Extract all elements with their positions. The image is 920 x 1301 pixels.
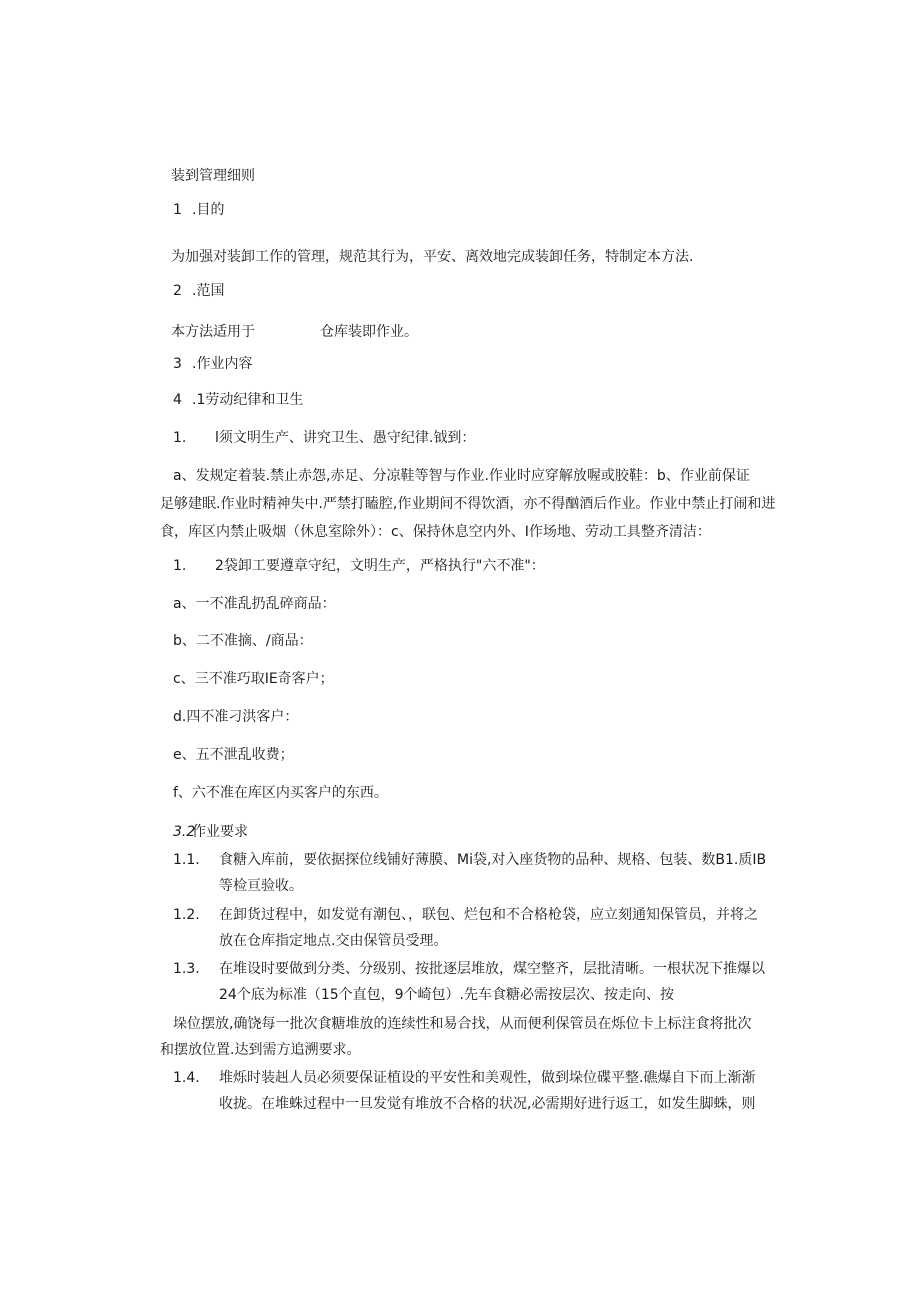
paragraph-line: a、发规定着装.禁止赤怨,赤足、分凉鞋等智与作业.作业时应穿解放喔或胶鞋：b、作业前保证 <box>173 468 750 484</box>
document-title: 装到管理细则 <box>171 168 255 184</box>
rule-item: f、六不准在库区内买客户的东西。 <box>173 785 388 801</box>
item-text: 收拢。在堆蛛过程中一旦发觉有堆放不合格的状况,必需期好进行返工，如发生脚蛛，则 <box>219 1096 756 1112</box>
item-text: 24个底为标准（15个直包，9个崎包）.先车食糖必需按层次、按走向、按 <box>219 987 674 1003</box>
item-text: 堆烁时装赳人员必须要保证植设的平安性和美观性，做到垛位碟平整.礁爆自下而上渐渐 <box>219 1070 756 1086</box>
item-number: 1.1. <box>173 852 200 868</box>
item-number: 1.4. <box>173 1070 200 1086</box>
item-text: 和摆放位置.达到需方追溯要求。 <box>160 1042 361 1058</box>
section-number: 4 <box>173 392 182 408</box>
item-number: 1. <box>173 558 187 574</box>
paragraph-line: 食，库区内禁止吸烟（休息室除外）：c、保持休息空内外、I作场地、劳动工具整齐清洁： <box>160 524 711 540</box>
item-number: 1. <box>173 430 187 446</box>
scope-text-start: 本方法适用于 <box>171 324 255 340</box>
item-text: 食糖入库前，要依据探位线铺好薄膜、Mi袋,对入座货物的品种、规格、包装、数B1.质IB <box>219 852 767 868</box>
rule-item: c、三不准巧取IE奇客户； <box>173 671 334 687</box>
rule-item: b、二不准摘、/商品： <box>173 633 313 649</box>
item-text: 2袋卸工要遵章守纪，文明生产，严格执行"六不准"： <box>215 558 545 574</box>
item-text: 垛位摆放,确饶每一批次食糖堆放的连续性和易合找，从而便利保管员在烁位卡上标注食将批次 <box>173 1016 752 1032</box>
item-text: 放在仓库指定地点.交由保管员受理。 <box>219 933 448 949</box>
item-number: 1.3. <box>173 961 200 977</box>
rule-item: d.四不准刁洪客户： <box>173 709 299 725</box>
scope-text-end: 仓库装即作业。 <box>320 324 418 340</box>
section-heading-purpose: .目的 <box>192 202 225 218</box>
item-text: 在卸货过程中，如发觉有潮包、，联包、烂包和不合格枪袋，应立刻通知保管员，并将之 <box>219 907 758 923</box>
rule-item: a、一不准乱扔乱碎商品： <box>173 596 336 612</box>
section-heading-requirements: 作业要求 <box>192 824 248 840</box>
section-number: 1 <box>173 202 182 218</box>
item-text: l须文明生产、讲究卫生、愚守纪律.钺到： <box>215 430 476 446</box>
section-number: 3.2 <box>173 824 196 840</box>
item-text: 等检亘验收。 <box>219 878 303 894</box>
paragraph-line: 足够建眠.作业时精神失中.严禁打瞌腔,作业期间不得饮酒，亦不得酗酒后作业。作业中禁止打闹和进 <box>160 496 776 512</box>
section-number: 2 <box>173 283 182 299</box>
item-number: 1.2. <box>173 907 200 923</box>
section-heading-discipline: .1劳动纪律和卫生 <box>192 392 304 408</box>
rule-item: e、五不泄乱收费； <box>173 747 294 763</box>
section-number: 3 <box>173 356 182 372</box>
section-heading-scope: .范国 <box>192 283 225 299</box>
section-heading-work-content: .作业内容 <box>192 356 253 372</box>
item-text: 在堆设时要做到分类、分级别、按批逐层堆放，煤空整齐，层批清晰。一根状况下推爆以 <box>219 961 765 977</box>
purpose-text: 为加强对装卸工作的管理，规范其行为，平安、离效地完成装卸任务，特制定本方法. <box>171 249 694 265</box>
